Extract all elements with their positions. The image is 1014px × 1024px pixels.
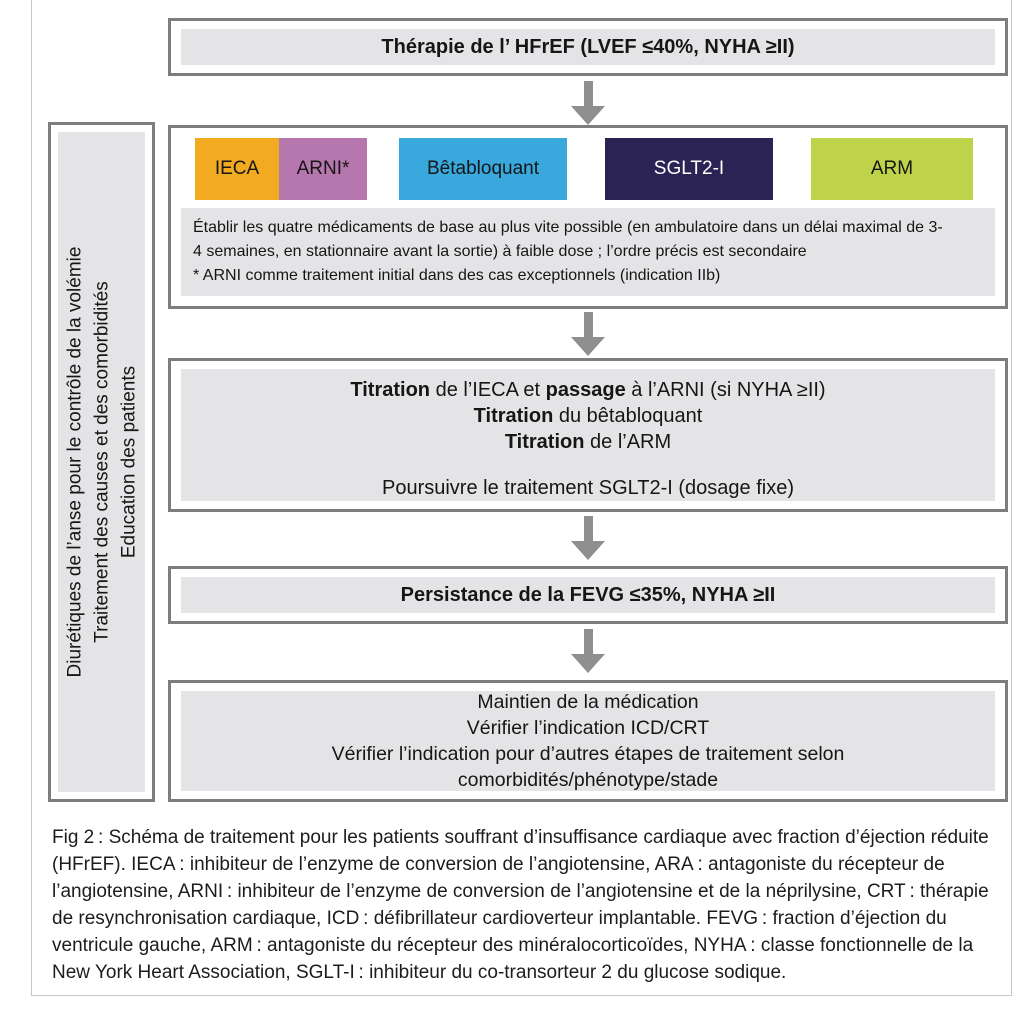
maintenance-text [181,691,995,791]
arrow-head [571,654,605,673]
titration-bold: passage [545,379,626,401]
maintenance-line: Vérifier l’indication pour d’autres étapes de traitement selon [331,743,845,765]
chip-betabloquant: Bêtabloquant [399,138,567,200]
titration-footer: Poursuivre le traitement SGLT2-I (dosage fixe) [381,477,795,499]
arrow-down-icon-2 [571,312,605,356]
titration-bold: Titration [350,379,431,401]
arrow-head [571,541,605,560]
maintenance-line: comorbidités/phénotype/stade [457,769,719,791]
titration-regular: de l’ARM [584,431,672,453]
chip-ieca: IECA [195,138,279,200]
sidebar-fill [58,132,145,792]
maintenance-box [168,680,1008,802]
arrow-down-icon-1 [571,81,605,125]
persistance-title: Persistance de la FEVG ≤35%, NYHA ≥II [181,577,995,613]
titration-regular: de l’IECA et [430,379,546,401]
medication-chip-row [181,138,995,200]
sidebar-line: Education des patients [118,365,139,559]
figure-caption: Fig 2 : Schéma de traitement pour les patients souffrant d’insuffisance cardiaque avec fraction d’éjection réduite (HFrEF). IECA : inhibiteur de l’enzyme de conversion de l’angiotensine, ARA : antagoniste du récepteur de l’angiotensine, ARNI : inhibiteur de l’enzyme de conversion de l’angiotensine et de la néprilysine, CRT : thérapie de resynchronisation cardiaque, ICD : défibrillateur cardioverteur implantable. FEVG : fraction d’éjection du ventricule gauche, ARM : antagoniste du récepteur des minéralocorticoïdes, NYHA : classe fonctionnelle de la New York Heart Association, SGLT-I : inhibiteur du co-transorteur 2 du glucose sodique. [52,827,989,983]
chip-pair-ieca-arni [195,138,367,200]
arrow-stem [584,81,593,106]
medications-note-line: * ARNI comme traitement initial dans des cas exceptionnels (indication IIb) [193,267,721,284]
arrow-down-icon-4 [571,629,605,673]
persistance-box [168,566,1008,624]
titration-box [168,358,1008,512]
top-box-title: Thérapie de l’ HFrEF (LVEF ≤40%, NYHA ≥II) [181,29,995,65]
arrow-stem [584,312,593,337]
chip-sglt2i: SGLT2-I [605,138,773,200]
titration-regular: du bêtabloquant [553,405,703,427]
medications-note-line: Établir les quatre médicaments de base au plus vite possible (en ambulatoire dans un délai maximal de 3- [193,219,943,236]
arrow-head [571,106,605,125]
chip-arni: ARNI* [279,138,367,200]
medications-box [168,125,1008,309]
titration-line [187,429,989,455]
top-box [168,18,1008,76]
arrow-stem [584,516,593,541]
sidebar-box [48,122,155,802]
sidebar-line: Traitement des causes et des comorbidités [91,281,112,643]
arrow-head [571,337,605,356]
arrow-down-icon-3 [571,516,605,560]
chip-arm: ARM [811,138,973,200]
sidebar-line: Diurétiques de l’anse pour le contrôle de la volémie [64,246,85,678]
maintenance-line: Maintien de la médication [477,691,699,713]
titration-bold: Titration [473,405,554,427]
titration-line [187,377,989,403]
titration-text [181,369,995,501]
titration-gap [187,455,989,475]
sidebar-rotated-text [61,137,142,787]
maintenance-line: Vérifier l’indication ICD/CRT [466,717,710,739]
titration-regular: à l’ARNI (si NYHA ≥II) [625,379,826,401]
titration-line [187,403,989,429]
medications-note-line: 4 semaines, en stationnaire avant la sortie) à faible dose ; l’ordre précis est secondaire [193,243,807,260]
arrow-stem [584,629,593,654]
medications-note [181,208,995,296]
titration-bold: Titration [504,431,585,453]
